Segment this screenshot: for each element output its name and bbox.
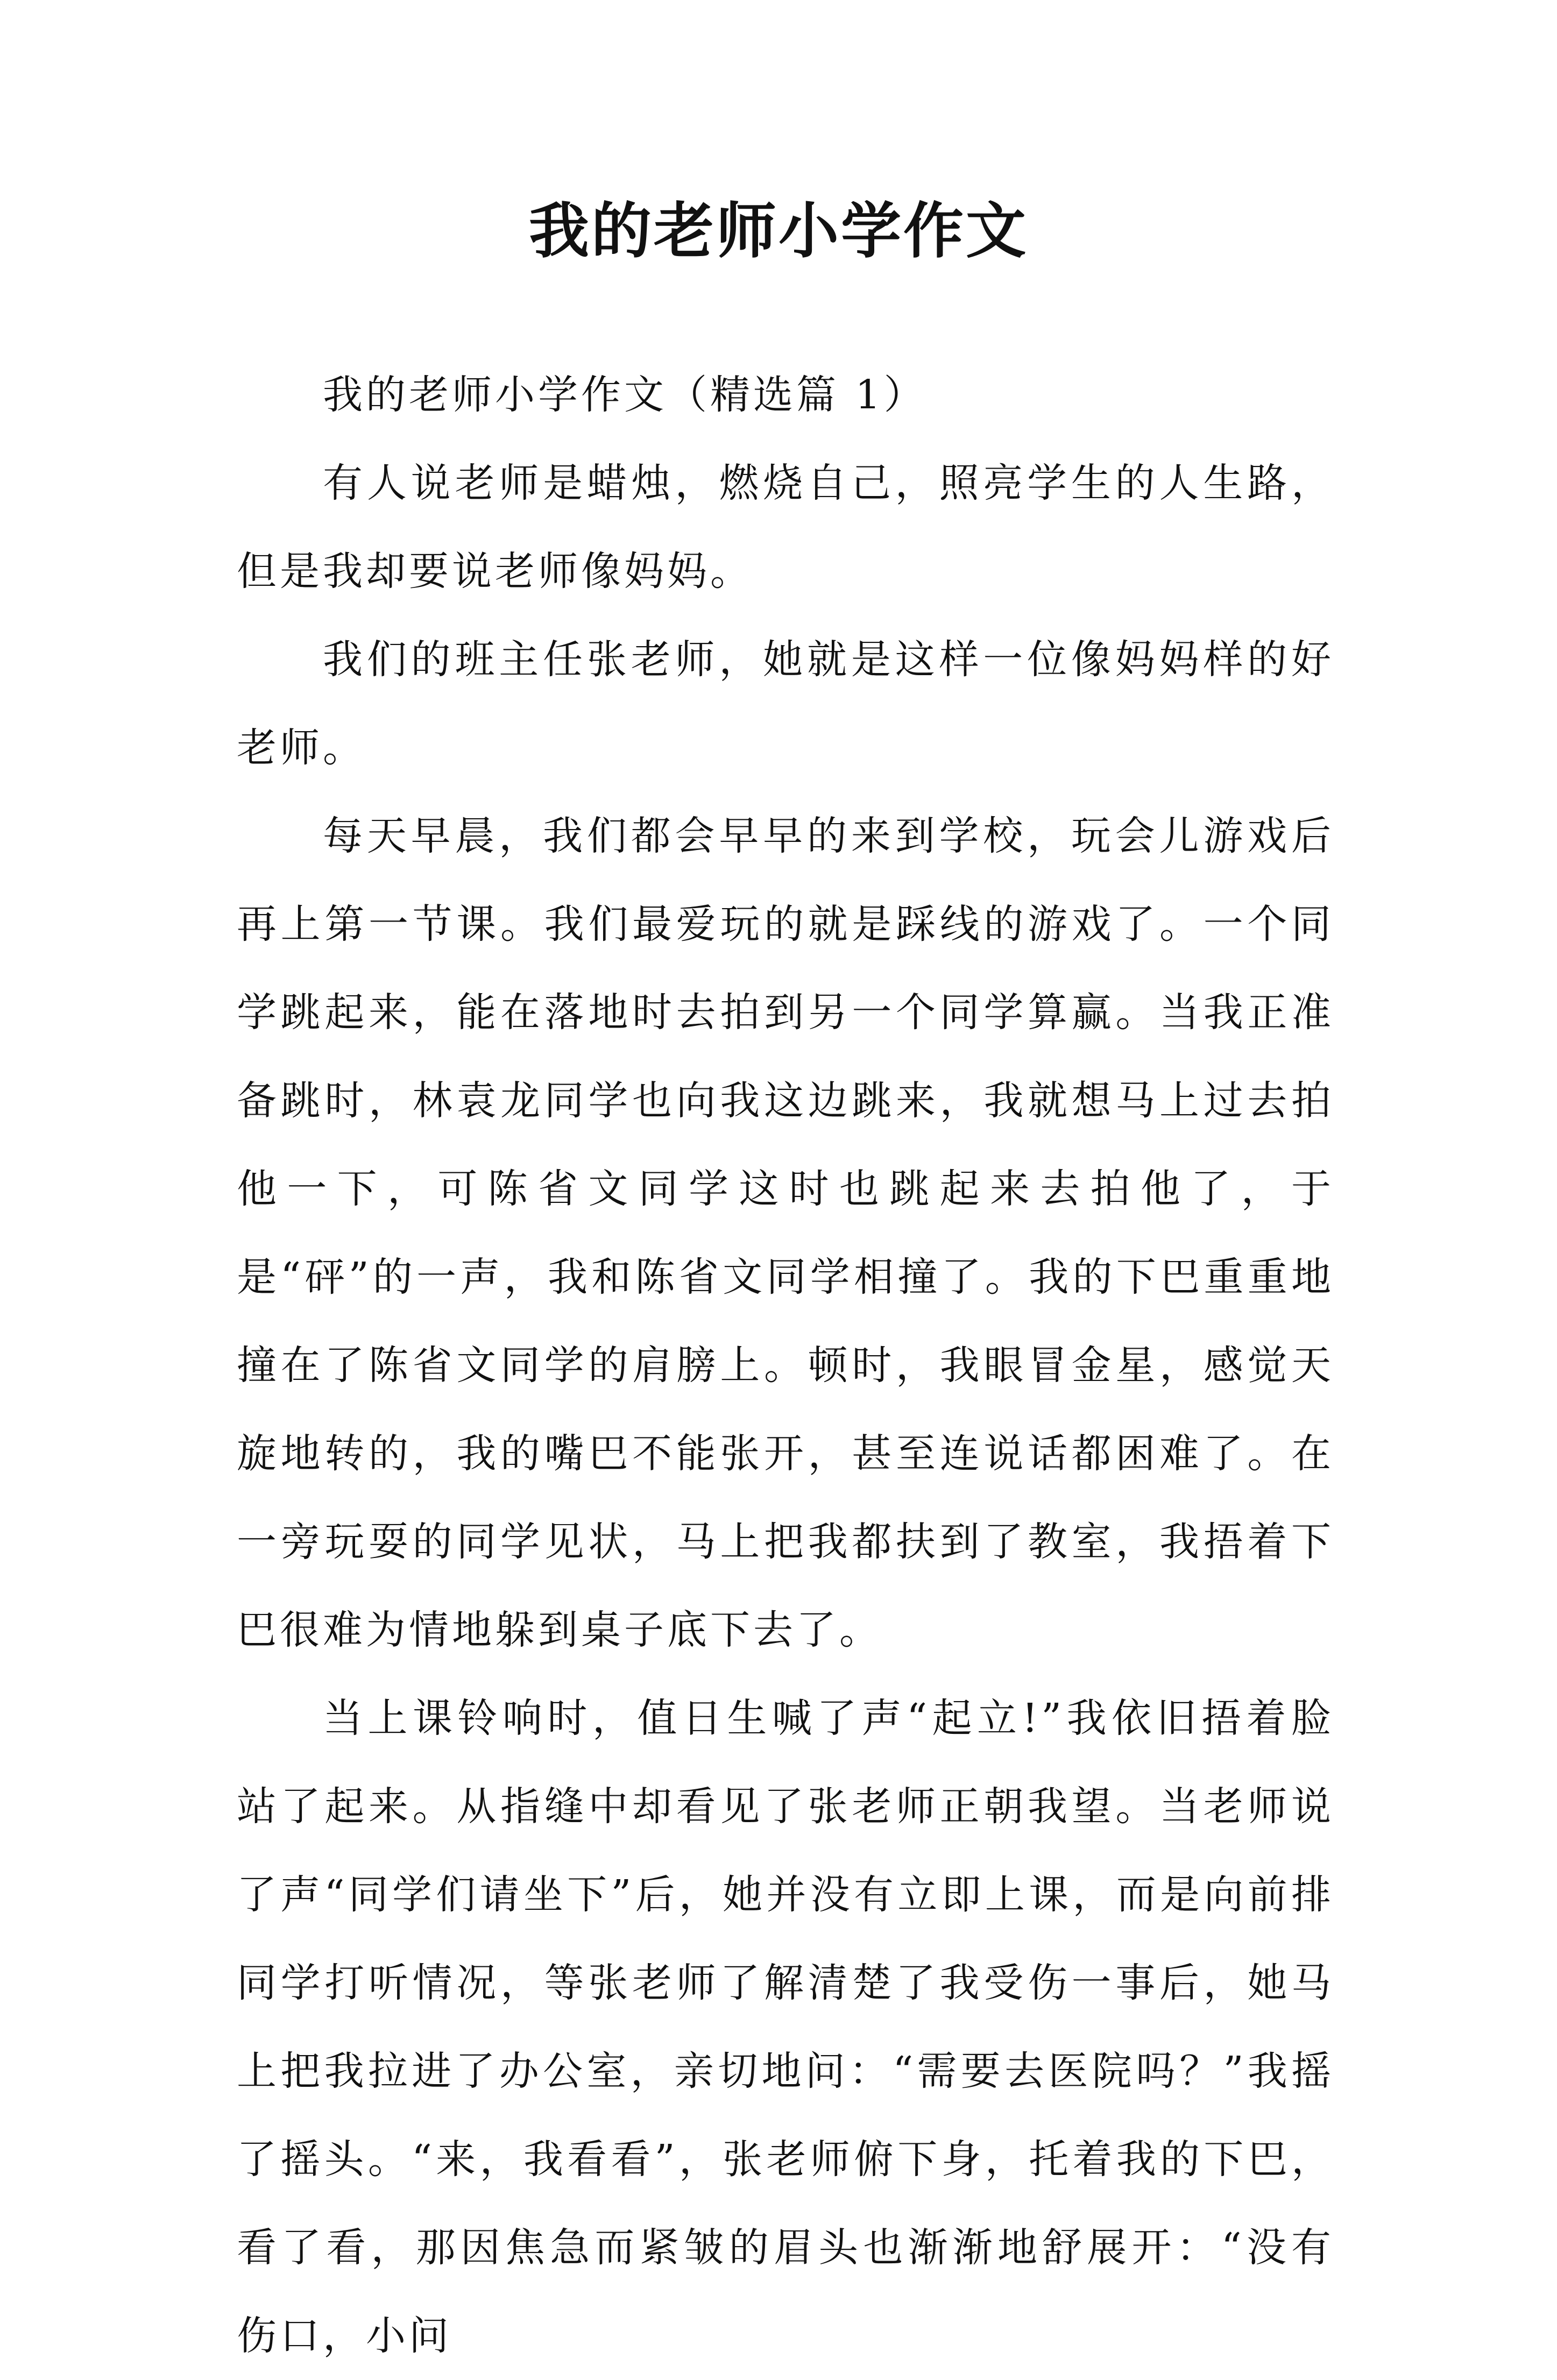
paragraph: 有人说老师是蜡烛，燃烧自己，照亮学生的人生路，但是我却要说老师像妈妈。 (237, 460, 1334, 594)
paragraph: 每天早晨，我们都会早早的来到学校，玩会儿游戏后再上第一节课。我们最爱玩的就是踩线的游戏了。一个同学跳起来，能在落地时去拍到另一个同学算赢。当我正准备跳时，林袁龙同学也向我这边跳来，我就想马上过去拍他一下，可陈省文同学这时也跳起来去拍他了，于是“砰”的一声，我和陈省文同学相撞了。我的下巴重重地撞在了陈省文同学的肩膀上。顿时，我眼冒金星，感觉天旋地转的，我的嘴巴不能张开，甚至连说话都困难了。在一旁玩耍的同学见状，马上把我都扶到了教室，我捂着下巴很难为情地躲到桌子底下去了。 (237, 813, 1334, 1653)
paragraph: 我们的班主任张老师，她就是这样一位像妈妈样的好老师。 (237, 636, 1334, 771)
paragraph: 当上课铃响时，值日生喊了声“起立!”我依旧捂着脸站了起来。从指缝中却看见了张老师正朝我望。当老师说了声“同学们请坐下”后，她并没有立即上课，而是向前排同学打听情况，等张老师了解清楚了我受伤一事后，她马上把我拉进了办公室，亲切地问：“需要去医院吗？”我摇了摇头。“来，我看看”，张老师俯下身，托着我的下巴，看了看，那因焦急而紧皱的眉头也渐渐地舒展开：“没有伤口，小问 (237, 1695, 1334, 2359)
document-body (237, 351, 1334, 2380)
section-heading: 我的老师小学作文（精选篇 1） (323, 372, 927, 418)
document-title: 我的老师小学作文 (529, 196, 1028, 266)
